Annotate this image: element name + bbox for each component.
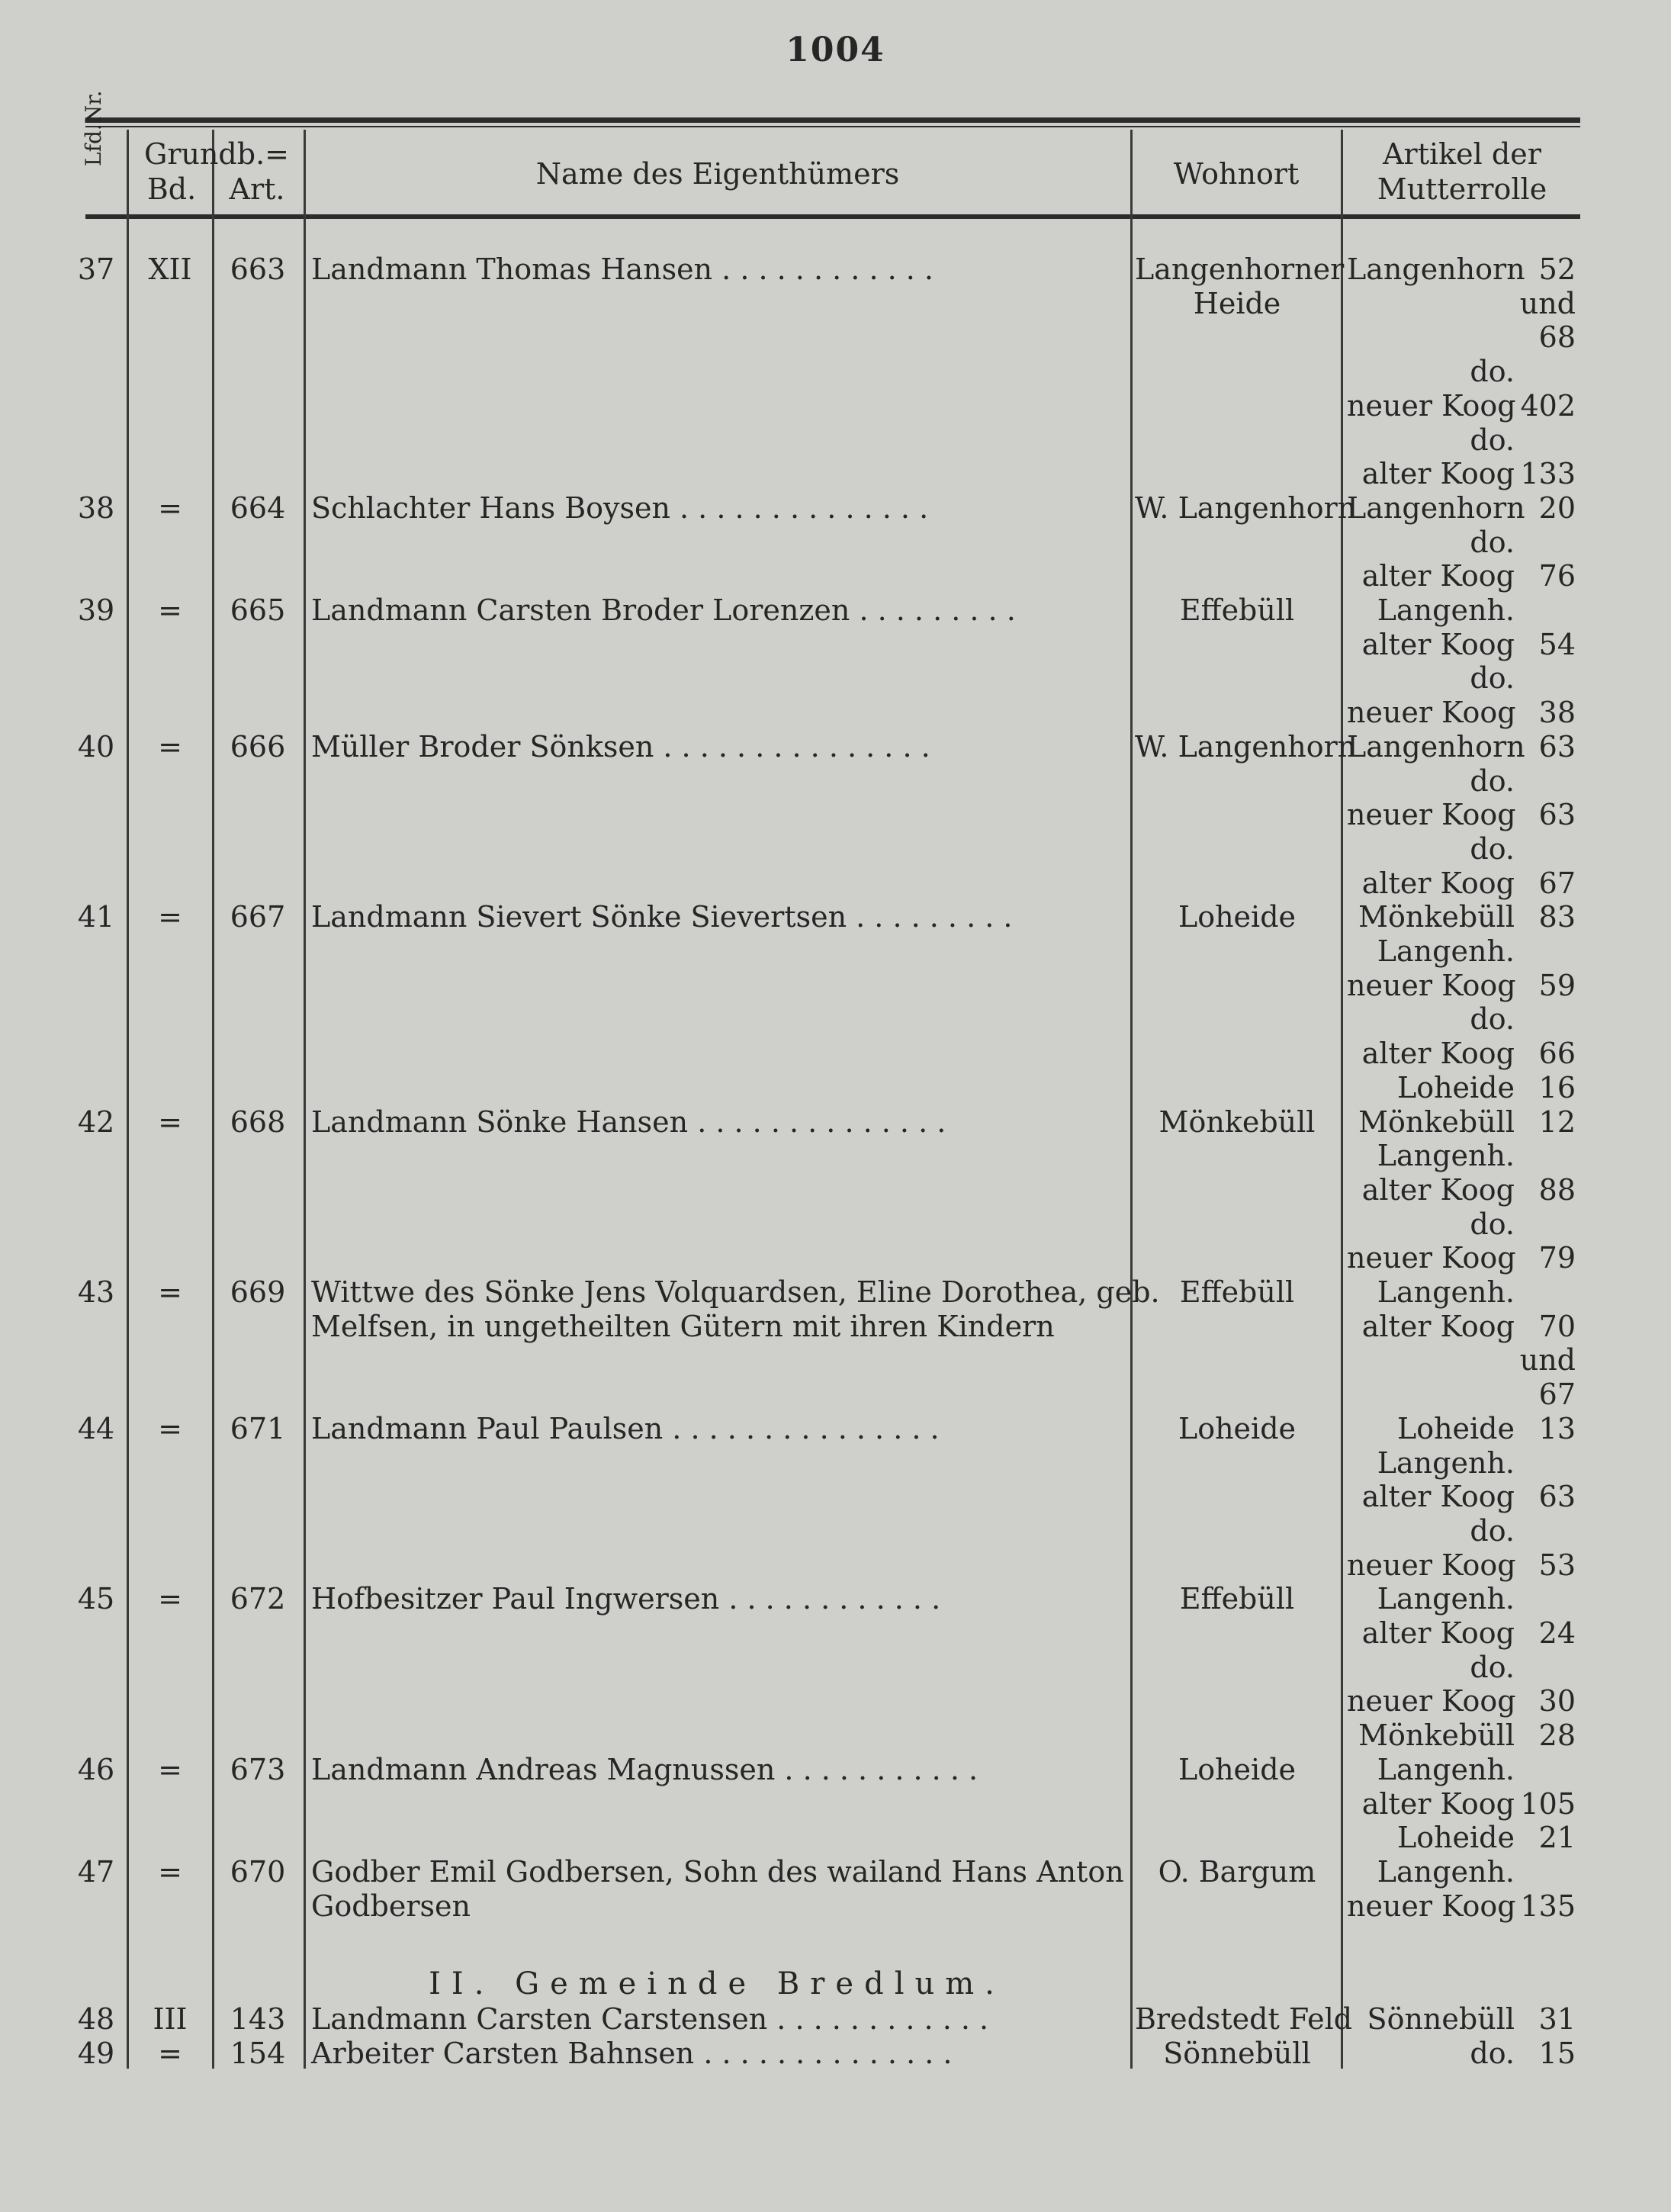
- grundbuch-band: =: [158, 1752, 182, 1786]
- mutterrolle-place: Mönkebüll: [1358, 1104, 1515, 1139]
- table-line: [0, 1513, 1671, 1548]
- table-line: [0, 456, 1671, 491]
- lfd-nr: 46: [77, 1752, 115, 1786]
- mutterrolle-number: 20: [1538, 490, 1576, 525]
- lfd-nr: 49: [77, 2036, 115, 2070]
- grundbuch-artikel: 668: [230, 1104, 286, 1139]
- header-mutterrolle: Mutterrolle: [1377, 172, 1547, 206]
- owner-name: Godber Emil Godbersen, Sohn des wailand Hans Anton: [311, 1854, 1124, 1889]
- table-line: [0, 1342, 1671, 1378]
- table-line: [0, 252, 1671, 287]
- grundbuch-artikel: 664: [230, 490, 286, 525]
- mutterrolle-number: 79: [1538, 1241, 1576, 1275]
- mutterrolle-place: Langenh.: [1377, 1854, 1515, 1889]
- mutterrolle-number: 16: [1538, 1070, 1576, 1104]
- table-line: [0, 1854, 1671, 1889]
- lfd-nr: 45: [77, 1582, 115, 1616]
- mutterrolle-number: 54: [1538, 627, 1576, 661]
- owner-name: Godbersen: [311, 1889, 471, 1923]
- grundbuch-artikel: 143: [230, 2002, 286, 2036]
- table-line: [0, 764, 1671, 799]
- mutterrolle-number: 53: [1538, 1548, 1576, 1582]
- table-line: [0, 593, 1671, 628]
- table-line: [0, 1002, 1671, 1037]
- residence: Langenhorner: [1135, 252, 1345, 286]
- table-line: [0, 695, 1671, 730]
- grundbuch-band: =: [158, 1104, 182, 1139]
- table-line: [0, 797, 1671, 832]
- table-line: [0, 899, 1671, 934]
- header-grundbuch: Grundb.=: [143, 137, 290, 171]
- lfd-nr: 40: [77, 729, 115, 764]
- grundbuch-artikel: 669: [230, 1275, 286, 1309]
- grundbuch-artikel: 673: [230, 1752, 286, 1786]
- mutterrolle-number: 68: [1538, 320, 1576, 355]
- table-line: [0, 1172, 1671, 1207]
- owner-name: Schlachter Hans Boysen . . . . . . . . . . . . . .: [311, 490, 929, 525]
- mutterrolle-number: und: [1519, 286, 1576, 320]
- grundbuch-band: =: [158, 900, 182, 934]
- mutterrolle-place: alter Koog: [1361, 1786, 1515, 1821]
- owner-name: Hofbesitzer Paul Ingwersen . . . . . . . . . . . .: [311, 1582, 941, 1616]
- residence: Sönnebüll: [1163, 2036, 1311, 2070]
- mutterrolle-number: 66: [1538, 1037, 1576, 1071]
- mutterrolle-number: 52: [1538, 252, 1576, 286]
- mutterrolle-number: 63: [1538, 1480, 1576, 1514]
- mutterrolle-place: Loheide: [1396, 1070, 1515, 1104]
- table-line: [0, 286, 1671, 321]
- mutterrolle-number: 70: [1538, 1309, 1576, 1343]
- mutterrolle-place: Langenh.: [1377, 1752, 1515, 1786]
- grundbuch-band: =: [158, 729, 182, 764]
- header-band: Bd.: [146, 172, 197, 206]
- mutterrolle-number: 12: [1538, 1104, 1576, 1139]
- owner-name: Landmann Thomas Hansen . . . . . . . . . . . .: [311, 252, 934, 286]
- mutterrolle-number: 13: [1538, 1411, 1576, 1445]
- table-line: [0, 1889, 1671, 1924]
- mutterrolle-place: alter Koog: [1361, 1309, 1515, 1343]
- table-line: [0, 1070, 1671, 1105]
- table-line: [0, 525, 1671, 560]
- mutterrolle-number: 402: [1520, 388, 1576, 423]
- mutterrolle-number: und: [1519, 1343, 1576, 1378]
- mutterrolle-place: do.: [1470, 2036, 1515, 2070]
- mutterrolle-place: neuer Koog: [1347, 696, 1516, 730]
- mutterrolle-place: alter Koog: [1361, 457, 1515, 491]
- residence: Effebüll: [1179, 1275, 1295, 1309]
- owner-name: Melfsen, in ungetheilten Gütern mit ihren Kindern: [311, 1309, 1055, 1343]
- grundbuch-artikel: 672: [230, 1582, 286, 1616]
- top-rule-thin: [85, 126, 1580, 127]
- table-line: [0, 1036, 1671, 1071]
- table-line: [0, 1616, 1671, 1651]
- mutterrolle-place: Mönkebüll: [1358, 1718, 1515, 1753]
- mutterrolle-place: alter Koog: [1361, 866, 1515, 900]
- grundbuch-band: =: [158, 593, 182, 627]
- mutterrolle-number: 30: [1538, 1684, 1576, 1718]
- table-line: [0, 1207, 1671, 1242]
- grundbuch-artikel: 665: [230, 593, 286, 627]
- mutterrolle-number: 28: [1538, 1718, 1576, 1753]
- owner-name: Arbeiter Carsten Bahnsen . . . . . . . . . . . . . .: [311, 2036, 953, 2070]
- mutterrolle-place: alter Koog: [1361, 1172, 1515, 1207]
- table-line: [0, 320, 1671, 355]
- grundbuch-band: =: [158, 1411, 182, 1445]
- owner-name: Landmann Carsten Carstensen . . . . . . . . . . . .: [311, 2002, 989, 2036]
- lfd-nr: 42: [77, 1104, 115, 1139]
- residence: Mönkebüll: [1158, 1104, 1316, 1139]
- owner-name: Landmann Sievert Sönke Sievertsen . . . . . . . . .: [311, 900, 1013, 934]
- section-title: II. Gemeinde Bredlum.: [429, 1966, 1005, 2001]
- grundbuch-band: =: [158, 1275, 182, 1309]
- mutterrolle-number: 59: [1538, 968, 1576, 1002]
- mutterrolle-place: do.: [1470, 1650, 1515, 1684]
- mutterrolle-place: neuer Koog: [1347, 1889, 1516, 1923]
- mutterrolle-number: 63: [1538, 798, 1576, 832]
- table-line: [0, 627, 1671, 662]
- mutterrolle-place: Mönkebüll: [1358, 900, 1515, 934]
- mutterrolle-place: neuer Koog: [1347, 1548, 1516, 1582]
- mutterrolle-number: 133: [1520, 457, 1576, 491]
- table-line: [0, 1445, 1671, 1481]
- mutterrolle-number: 15: [1538, 2036, 1576, 2070]
- mutterrolle-number: 83: [1538, 900, 1576, 934]
- grundbuch-band: XII: [148, 252, 192, 286]
- mutterrolle-number: 67: [1538, 1378, 1576, 1412]
- grundbuch-band: III: [153, 2002, 188, 2036]
- residence: W. Langenhorn: [1135, 729, 1357, 764]
- lfd-nr: 41: [77, 900, 115, 934]
- grundbuch-artikel: 670: [230, 1854, 286, 1889]
- mutterrolle-place: alter Koog: [1361, 1037, 1515, 1071]
- grundbuch-band: =: [158, 2036, 182, 2070]
- mutterrolle-place: alter Koog: [1361, 1616, 1515, 1650]
- residence: Heide: [1193, 286, 1281, 320]
- table-line: [0, 1411, 1671, 1446]
- mutterrolle-place: do.: [1470, 661, 1515, 696]
- mutterrolle-number: 135: [1520, 1889, 1576, 1923]
- header-rule: [85, 214, 1580, 219]
- table-line: [0, 2036, 1671, 2071]
- mutterrolle-number: 31: [1538, 2002, 1576, 2036]
- mutterrolle-place: Langenh.: [1377, 1582, 1515, 1616]
- mutterrolle-place: Langenhorn: [1347, 252, 1525, 286]
- top-rule-thick: [85, 117, 1580, 123]
- residence: Loheide: [1178, 1411, 1297, 1445]
- table-line: [0, 866, 1671, 901]
- grundbuch-artikel: 666: [230, 729, 286, 764]
- mutterrolle-place: do.: [1470, 355, 1515, 389]
- table-line: [0, 388, 1671, 423]
- owner-name: Landmann Carsten Broder Lorenzen . . . . . . . . .: [311, 593, 1016, 627]
- table-line: [0, 1752, 1671, 1787]
- owner-name: Wittwe des Sönke Jens Volquardsen, Eline Dorothea, geb.: [311, 1275, 1160, 1309]
- table-line: [0, 1309, 1671, 1344]
- table-line: [0, 1377, 1671, 1412]
- table-line: [0, 1548, 1671, 1583]
- table-line: [0, 1581, 1671, 1616]
- table-line: [0, 661, 1671, 696]
- mutterrolle-place: do.: [1470, 525, 1515, 559]
- residence: Loheide: [1178, 900, 1297, 934]
- residence: Effebüll: [1179, 1582, 1295, 1616]
- table-line: [0, 1650, 1671, 1685]
- mutterrolle-place: Langenh.: [1377, 1445, 1515, 1480]
- mutterrolle-number: 105: [1520, 1786, 1576, 1821]
- mutterrolle-place: alter Koog: [1361, 1480, 1515, 1514]
- grundbuch-artikel: 154: [230, 2036, 286, 2070]
- table-line: [0, 729, 1671, 764]
- mutterrolle-place: Loheide: [1396, 1821, 1515, 1855]
- mutterrolle-place: neuer Koog: [1347, 968, 1516, 1002]
- mutterrolle-place: Langenh.: [1377, 1275, 1515, 1309]
- mutterrolle-number: 76: [1538, 559, 1576, 593]
- header-artikel-nr: Art.: [229, 172, 285, 206]
- mutterrolle-place: alter Koog: [1361, 559, 1515, 593]
- lfd-nr: 39: [77, 593, 115, 627]
- grundbuch-band: =: [158, 490, 182, 525]
- grundbuch-band: =: [158, 1582, 182, 1616]
- mutterrolle-number: 88: [1538, 1172, 1576, 1207]
- owner-name: Landmann Sönke Hansen . . . . . . . . . . . . . .: [311, 1104, 946, 1139]
- mutterrolle-place: do.: [1470, 1513, 1515, 1548]
- lfd-nr: 48: [77, 2002, 115, 2036]
- mutterrolle-place: do.: [1470, 831, 1515, 866]
- mutterrolle-place: neuer Koog: [1347, 388, 1516, 423]
- lfd-nr: 44: [77, 1411, 115, 1445]
- lfd-nr: 37: [77, 252, 115, 286]
- mutterrolle-place: Langenh.: [1377, 593, 1515, 627]
- table-line: [0, 1138, 1671, 1173]
- owner-name: Landmann Andreas Magnussen . . . . . . . . . . .: [311, 1752, 978, 1786]
- grundbuch-artikel: 667: [230, 900, 286, 934]
- mutterrolle-place: Loheide: [1396, 1411, 1515, 1445]
- table-line: [0, 1718, 1671, 1753]
- mutterrolle-place: Langenh.: [1377, 934, 1515, 968]
- owner-name: Müller Broder Sönksen . . . . . . . . . . . . . . .: [311, 729, 930, 764]
- residence: W. Langenhorn: [1135, 490, 1357, 525]
- mutterrolle-place: do.: [1470, 1002, 1515, 1037]
- header-wohnort: Wohnort: [1173, 157, 1300, 191]
- table-line: [0, 1240, 1671, 1275]
- mutterrolle-number: 63: [1538, 729, 1576, 764]
- table-line: [0, 1683, 1671, 1718]
- mutterrolle-place: Sönnebüll: [1367, 2002, 1515, 2036]
- mutterrolle-place: Langenhorn: [1347, 490, 1525, 525]
- mutterrolle-number: 21: [1538, 1821, 1576, 1855]
- mutterrolle-number: 38: [1538, 696, 1576, 730]
- mutterrolle-place: Langenh.: [1377, 1139, 1515, 1173]
- mutterrolle-place: do.: [1470, 423, 1515, 457]
- residence: Effebüll: [1179, 593, 1295, 627]
- table-line: [0, 490, 1671, 526]
- grundbuch-artikel: 671: [230, 1411, 286, 1445]
- header-name: Name des Eigenthümers: [535, 157, 900, 191]
- header-lfd-nr: Lfd.Nr.: [81, 90, 106, 166]
- table-line: [0, 1786, 1671, 1821]
- residence: O. Bargum: [1158, 1854, 1316, 1889]
- table-line: [0, 1820, 1671, 1855]
- table-line: [0, 354, 1671, 389]
- mutterrolle-number: 67: [1538, 866, 1576, 900]
- mutterrolle-place: neuer Koog: [1347, 798, 1516, 832]
- header-artikel: Artikel der: [1383, 137, 1541, 171]
- table-line: [0, 968, 1671, 1003]
- mutterrolle-place: neuer Koog: [1347, 1241, 1516, 1275]
- table-line: [0, 831, 1671, 866]
- mutterrolle-place: do.: [1470, 1207, 1515, 1241]
- lfd-nr: 47: [77, 1854, 115, 1889]
- residence: Bredstedt Feld: [1135, 2002, 1353, 2036]
- lfd-nr: 38: [77, 490, 115, 525]
- grundbuch-artikel: 663: [230, 252, 286, 286]
- grundbuch-band: =: [158, 1854, 182, 1889]
- table-line: [0, 558, 1671, 593]
- mutterrolle-place: neuer Koog: [1347, 1684, 1516, 1718]
- table-line: [0, 2001, 1671, 2037]
- mutterrolle-number: 24: [1538, 1616, 1576, 1650]
- owner-name: Landmann Paul Paulsen . . . . . . . . . . . . . . .: [311, 1411, 940, 1445]
- table-line: [0, 934, 1671, 969]
- mutterrolle-place: Langenhorn: [1347, 729, 1525, 764]
- mutterrolle-place: do.: [1470, 764, 1515, 798]
- table-line: [0, 1275, 1671, 1310]
- page-number: 1004: [786, 31, 885, 69]
- table-line: [0, 1479, 1671, 1514]
- mutterrolle-place: alter Koog: [1361, 627, 1515, 661]
- lfd-nr: 43: [77, 1275, 115, 1309]
- residence: Loheide: [1178, 1752, 1297, 1786]
- table-line: [0, 1104, 1671, 1140]
- table-line: [0, 423, 1671, 458]
